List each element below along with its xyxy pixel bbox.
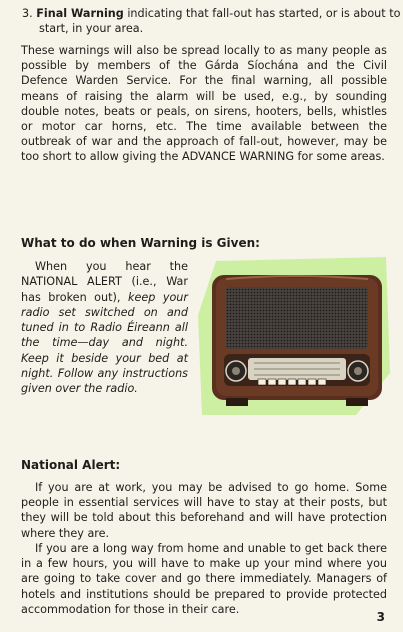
instructions-italic: keep your radio set switched on and tuned in to Radio Éireann all the time—day and night. Keep it beside your bed at night. Follow any instructions given over the radio. <box>21 290 188 396</box>
page-number: 3 <box>376 610 385 624</box>
final-warning-item <box>22 6 403 36</box>
at-work-paragraph: If you are at work, you may be advised to go home. Some people in essential services will have to stay at their posts, but they will be told about this beforehand and will have protection where they are. <box>21 481 387 540</box>
warnings-spread-paragraph: These warnings will also be spread locally to as many people as possible by members of the Gárda Síochána and the Civil Defence Warden Service. For the final warning, all possible means of raising the alarm will be used, e.g., by sounding double notes, beats or peals, on sirens, hooters, bells, whistles or motor car horns, etc. The time available between the outbreak of war and the approach of fall-out, however, may be too short to allow giving the ADVANCE WARNING for some areas. <box>21 44 387 164</box>
national-alert-instructions <box>21 259 188 397</box>
far-from-home-paragraph: If you are a long way from home and unable to get back there in a few hours, you will have to make up your mind where you are going to take cover and go there immediately. Managers of hotels and institutions should be prepared to provide protected accommodation for those in their care. <box>21 542 387 616</box>
radio-illustration <box>196 255 392 420</box>
item-number: 3. <box>22 7 33 20</box>
instructions-lead: When you hear the NATIONAL ALERT (i.e., War has broken out), <box>21 260 188 304</box>
national-alert-heading: National Alert: <box>21 458 121 472</box>
final-warning-text: indicating that fall-out has started, or is about to start, in your area. <box>39 7 401 35</box>
final-warning-title: Final Warning <box>36 7 124 20</box>
warning-given-heading: What to do when Warning is Given: <box>21 236 260 250</box>
